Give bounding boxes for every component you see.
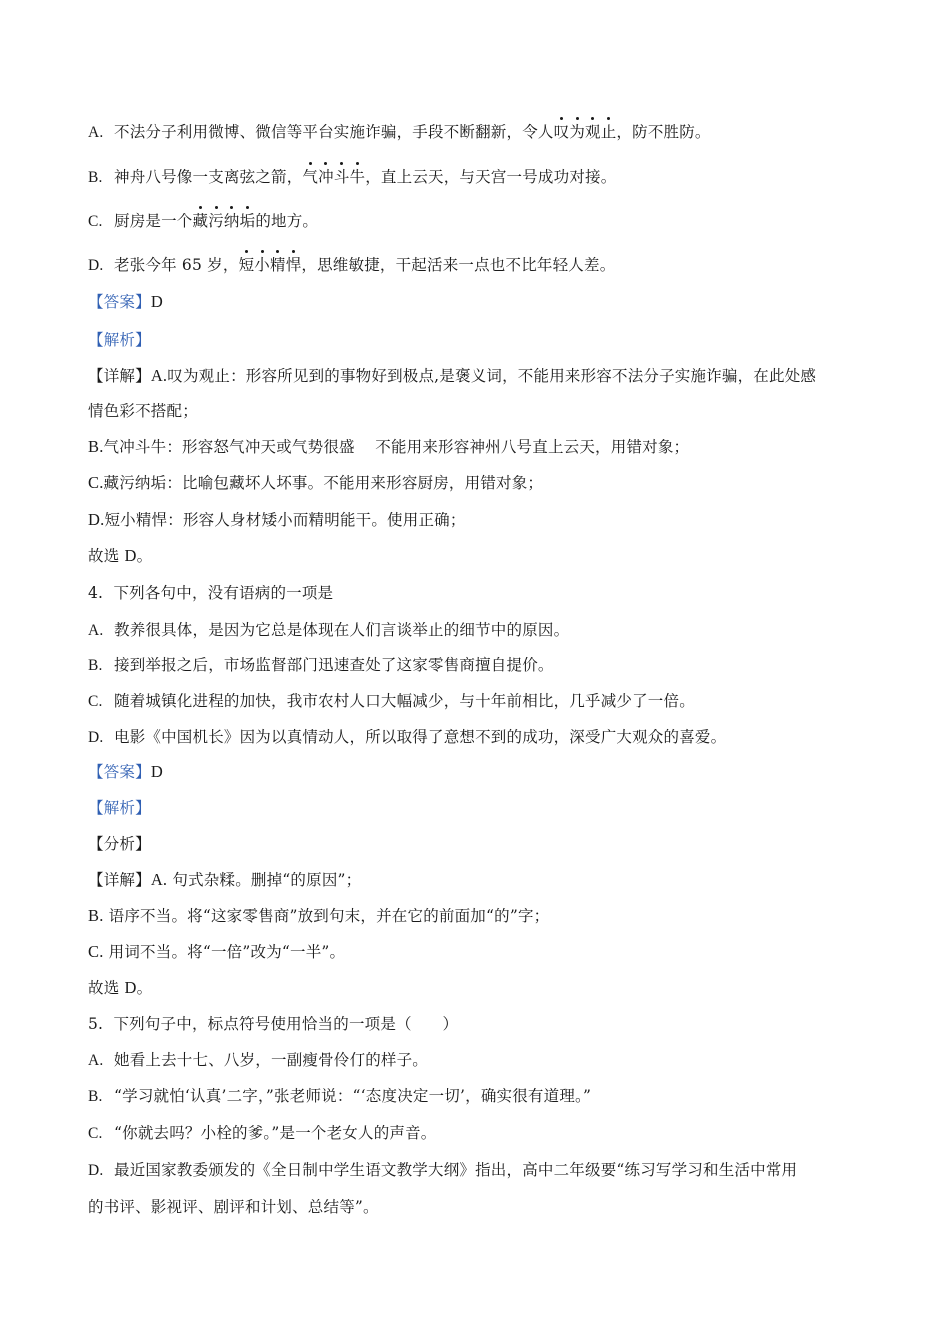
q3-conclusion: 故选 D。	[88, 546, 153, 565]
q5-title: 5. 下列句子中，标点符号使用恰当的一项是（ ）	[88, 1015, 459, 1033]
q5-option-b: B. “学习就怕‘认真’二字，”张老师说：“‘态度决定一切’，确实很有道理。”	[88, 1087, 592, 1105]
q4-detail-line-3: C. 用词不当。将“一倍”改为“一半”。	[88, 942, 346, 961]
dotted-char: 悍	[285, 256, 302, 274]
dotted-char: 斗	[333, 168, 350, 186]
q4-conclusion: 故选 D。	[88, 978, 153, 997]
q3-detail-line-2: 情色彩不搭配；	[88, 402, 198, 420]
dotted-char: 精	[269, 256, 286, 274]
dotted-char: 污	[208, 212, 224, 230]
dotted-char: 小	[254, 256, 270, 274]
q3-option-b: B. 神舟八号像一支离弦之箭，气冲斗牛，直上云天，与天宫一号成功对接。	[88, 168, 617, 186]
q5-option-d: D. 最近国家教委颁发的《全日制中学生语文教学大纲》指出，高中二年级要“练习写学习和生活中常用	[88, 1161, 798, 1179]
q3-option-a: A. 不法分子利用微博、微信等平台实施诈骗，手段不断翻新，令人叹为观止，防不胜防。	[88, 123, 711, 141]
q3-detail-line-3: B.气冲斗牛：形容怒气冲天或气势很盛 不能用来形容神州八号直上云天，用错对象；	[88, 437, 690, 456]
q3-answer: 【答案】D	[88, 292, 163, 311]
q4-option-d: D. 电影《中国机长》因为以真情动人，所以取得了意想不到的成功，深受广大观众的喜爱。	[88, 728, 727, 746]
q4-title: 4. 下列各句中，没有语病的一项是	[88, 584, 334, 602]
dotted-char: 观	[585, 123, 601, 141]
analysis-tag: 【解析】	[88, 799, 151, 817]
dotted-char: 短	[238, 256, 255, 274]
dotted-char: 叹	[553, 123, 570, 141]
detail-tag: 【详解】	[88, 871, 151, 889]
dotted-char: 牛	[349, 168, 366, 186]
q3-detail-line-4: C.藏污纳垢：比喻包藏坏人坏事。不能用来形容厨房，用错对象；	[88, 473, 544, 492]
detail-tag: 【详解】	[88, 367, 151, 385]
dotted-char: 藏	[192, 212, 209, 230]
analysis-tag: 【解析】	[88, 331, 151, 349]
q3-analysis	[88, 330, 151, 350]
q5-option-c: C. “你就去吗？小栓的爹。”是一个老女人的声音。	[88, 1124, 437, 1142]
q4-option-a: A. 教养很具体，是因为它总是体现在人们言谈举止的细节中的原因。	[88, 621, 570, 639]
q3-option-d: D. 老张今年 65 岁，短小精悍，思维敏捷，干起活来一点也不比年轻人差。	[88, 256, 616, 274]
dotted-char: 气	[302, 168, 319, 186]
q3-detail-line-1: 【详解】A.叹为观止：形容所见到的事物好到极点,是褒义词，不能用来形容不法分子实施诈骗，在此处感	[88, 366, 817, 385]
dotted-char: 垢	[239, 212, 256, 230]
dotted-char: 止	[600, 123, 617, 141]
q4-detail-line-1: 【详解】A. 句式杂糅。删掉“的原因”；	[88, 870, 362, 889]
q3-option-c: C. 厨房是一个藏污纳垢的地方。	[88, 212, 319, 230]
q5-option-d-continued: 的书评、影视评、剧评和计划、总结等”。	[88, 1198, 379, 1216]
q4-detail-line-2: B. 语序不当。将“这家零售商”放到句末，并在它的前面加“的”字；	[88, 906, 550, 925]
dotted-char: 冲	[318, 168, 334, 186]
fenxi-tag: 【分析】	[88, 835, 151, 853]
dotted-char: 纳	[223, 212, 240, 230]
q4-option-b: B. 接到举报之后，市场监督部门迅速查处了这家零售商擅自提价。	[88, 656, 554, 674]
q4-fenxi	[88, 834, 151, 854]
q4-option-c: C. 随着城镇化进程的加快，我市农村人口大幅减少，与十年前相比，几乎减少了一倍。	[88, 692, 695, 710]
q4-answer: 【答案】D	[88, 762, 163, 781]
answer-tag: 【答案】	[88, 293, 151, 311]
q4-analysis	[88, 798, 151, 818]
q5-option-a: A. 她看上去十七、八岁，一副瘦骨伶仃的样子。	[88, 1051, 429, 1069]
dotted-char: 为	[569, 123, 586, 141]
q3-detail-line-5: D.短小精悍：形容人身材矮小而精明能干。使用正确；	[88, 510, 466, 529]
answer-tag: 【答案】	[88, 763, 151, 781]
